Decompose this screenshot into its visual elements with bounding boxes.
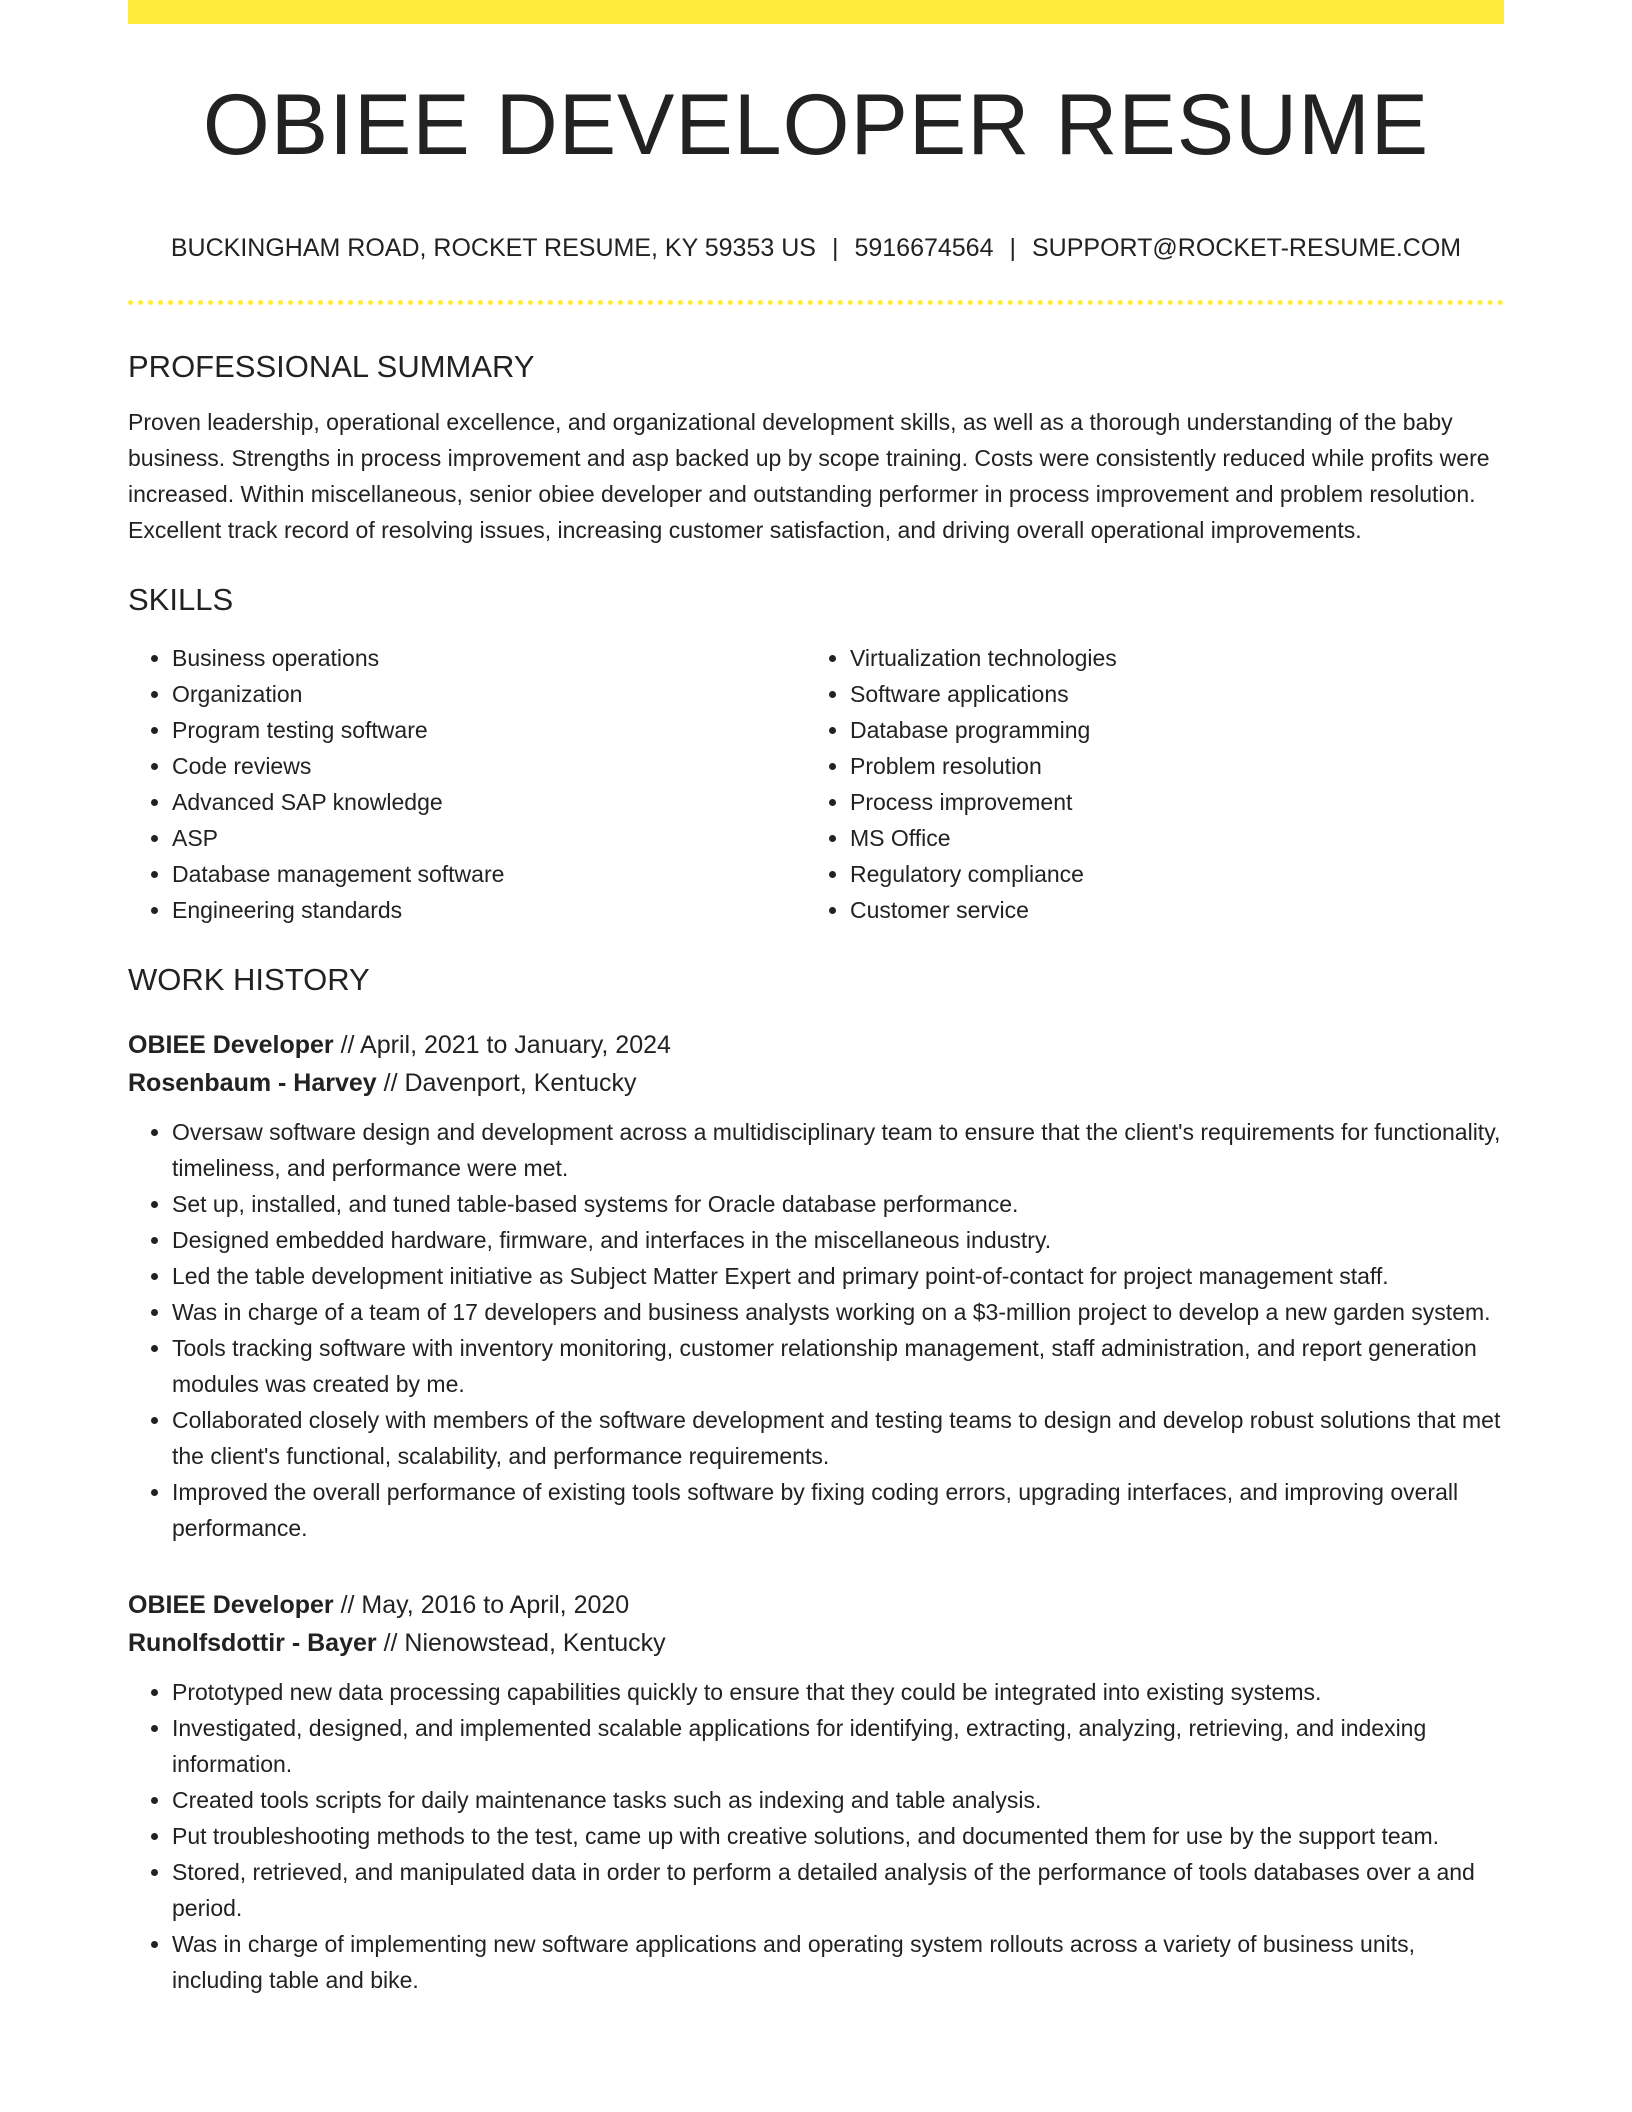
skills-heading: SKILLS <box>128 582 234 617</box>
job-bullet: • Designed embedded hardware, firmware, and interfaces in the miscellaneous industry. <box>172 1222 1504 1258</box>
summary-heading: PROFESSIONAL SUMMARY <box>128 349 535 384</box>
job-entry <box>128 1026 1504 1546</box>
job-dates: // April, 2021 to January, 2024 <box>340 1031 671 1059</box>
job-location: // Nienowstead, Kentucky <box>383 1629 666 1657</box>
job-title: OBIEE Developer <box>128 1031 334 1059</box>
skill-item: • Database programming <box>850 712 1484 748</box>
job-bullet: • Set up, installed, and tuned table-based systems for Oracle database performance. <box>172 1186 1504 1222</box>
job-company-line <box>128 1064 1504 1102</box>
work-history-heading: WORK HISTORY <box>128 962 370 997</box>
skill-item: • Business operations <box>172 640 806 676</box>
skill-item: • Program testing software <box>172 712 806 748</box>
skill-item: • Customer service <box>850 892 1484 928</box>
job-bullet: • Stored, retrieved, and manipulated data in order to perform a detailed analysis of the performance of tools databases over a and period. <box>172 1854 1504 1926</box>
job-bullet: • Created tools scripts for daily maintenance tasks such as indexing and table analysis. <box>172 1782 1504 1818</box>
contact-separator: | <box>1009 234 1016 262</box>
job-bullet: • Was in charge of a team of 17 developers and business analysts working on a $3-million project to develop a new garden system. <box>172 1294 1504 1330</box>
contact-email[interactable]: SUPPORT@ROCKET-RESUME.COM <box>1032 234 1462 262</box>
skill-item: • ASP <box>172 820 806 856</box>
accent-bar <box>128 0 1504 24</box>
skill-item: • Software applications <box>850 676 1484 712</box>
contact-separator: | <box>831 234 839 262</box>
skill-item: • Engineering standards <box>172 892 806 928</box>
job-company-line <box>128 1624 1504 1662</box>
contact-phone[interactable]: 5916674564 <box>854 234 994 262</box>
skills-list <box>128 640 1504 928</box>
job-bullet: • Oversaw software design and development across a multidisciplinary team to ensure that the client's requirements for functionality, timeliness, and performance were met. <box>172 1114 1504 1186</box>
summary-text: Proven leadership, operational excellence, and organizational development skills, as well as a thorough understanding of the baby business. Strengths in process improvement and asp backed up by scope training. Costs were consistently reduced while profits were increased. Within miscellaneous, senior obiee developer and outstanding performer in process improvement and problem resolution. Excellent track record of resolving issues, increasing customer satisfaction, and driving overall operational improvements. <box>128 409 1490 543</box>
resume-page <box>128 0 1504 1998</box>
job-title-line <box>128 1586 1504 1624</box>
job-bullets <box>128 1674 1504 1998</box>
contact-address: BUCKINGHAM ROAD, ROCKET RESUME, KY 59353 US <box>170 234 816 262</box>
skills-column-left <box>128 640 806 928</box>
skill-item: • Regulatory compliance <box>850 856 1484 892</box>
skill-item: • Advanced SAP knowledge <box>172 784 806 820</box>
skill-item: • Database management software <box>172 856 806 892</box>
job-bullet: • Improved the overall performance of existing tools software by fixing coding errors, upgrading interfaces, and improving overall performance. <box>172 1474 1504 1546</box>
skill-item: • Code reviews <box>172 748 806 784</box>
skill-item: • Virtualization technologies <box>850 640 1484 676</box>
job-bullets <box>128 1114 1504 1546</box>
job-bullet: • Put troubleshooting methods to the test, came up with creative solutions, and documented them for use by the support team. <box>172 1818 1504 1854</box>
job-title-line <box>128 1026 1504 1064</box>
job-bullet: • Investigated, designed, and implemented scalable applications for identifying, extracting, analyzing, retrieving, and indexing information. <box>172 1710 1504 1782</box>
job-location: // Davenport, Kentucky <box>383 1069 637 1097</box>
skill-item: • Problem resolution <box>850 748 1484 784</box>
dotted-divider <box>128 300 1504 305</box>
job-dates: // May, 2016 to April, 2020 <box>340 1591 630 1619</box>
job-bullet: • Prototyped new data processing capabilities quickly to ensure that they could be integrated into existing systems. <box>172 1674 1504 1710</box>
job-title: OBIEE Developer <box>128 1591 334 1619</box>
job-company: Rosenbaum - Harvey <box>128 1069 377 1097</box>
skill-item: • MS Office <box>850 820 1484 856</box>
job-bullet: • Collaborated closely with members of the software development and testing teams to design and develop robust solutions that met the client's functional, scalability, and performance requirements. <box>172 1402 1504 1474</box>
skill-item: • Organization <box>172 676 806 712</box>
contact-line <box>128 236 1504 261</box>
job-bullet: • Tools tracking software with inventory monitoring, customer relationship management, staff administration, and report generation modules was created by me. <box>172 1330 1504 1402</box>
job-entry <box>128 1586 1504 1998</box>
job-bullet: • Led the table development initiative as Subject Matter Expert and primary point-of-contact for project management staff. <box>172 1258 1504 1294</box>
resume-title: OBIEE DEVELOPER RESUME <box>202 77 1430 173</box>
skills-column-right <box>806 640 1484 928</box>
skill-item: • Process improvement <box>850 784 1484 820</box>
job-company: Runolfsdottir - Bayer <box>128 1629 377 1657</box>
job-bullet: • Was in charge of implementing new software applications and operating system rollouts across a variety of business units, including table and bike. <box>172 1926 1504 1998</box>
